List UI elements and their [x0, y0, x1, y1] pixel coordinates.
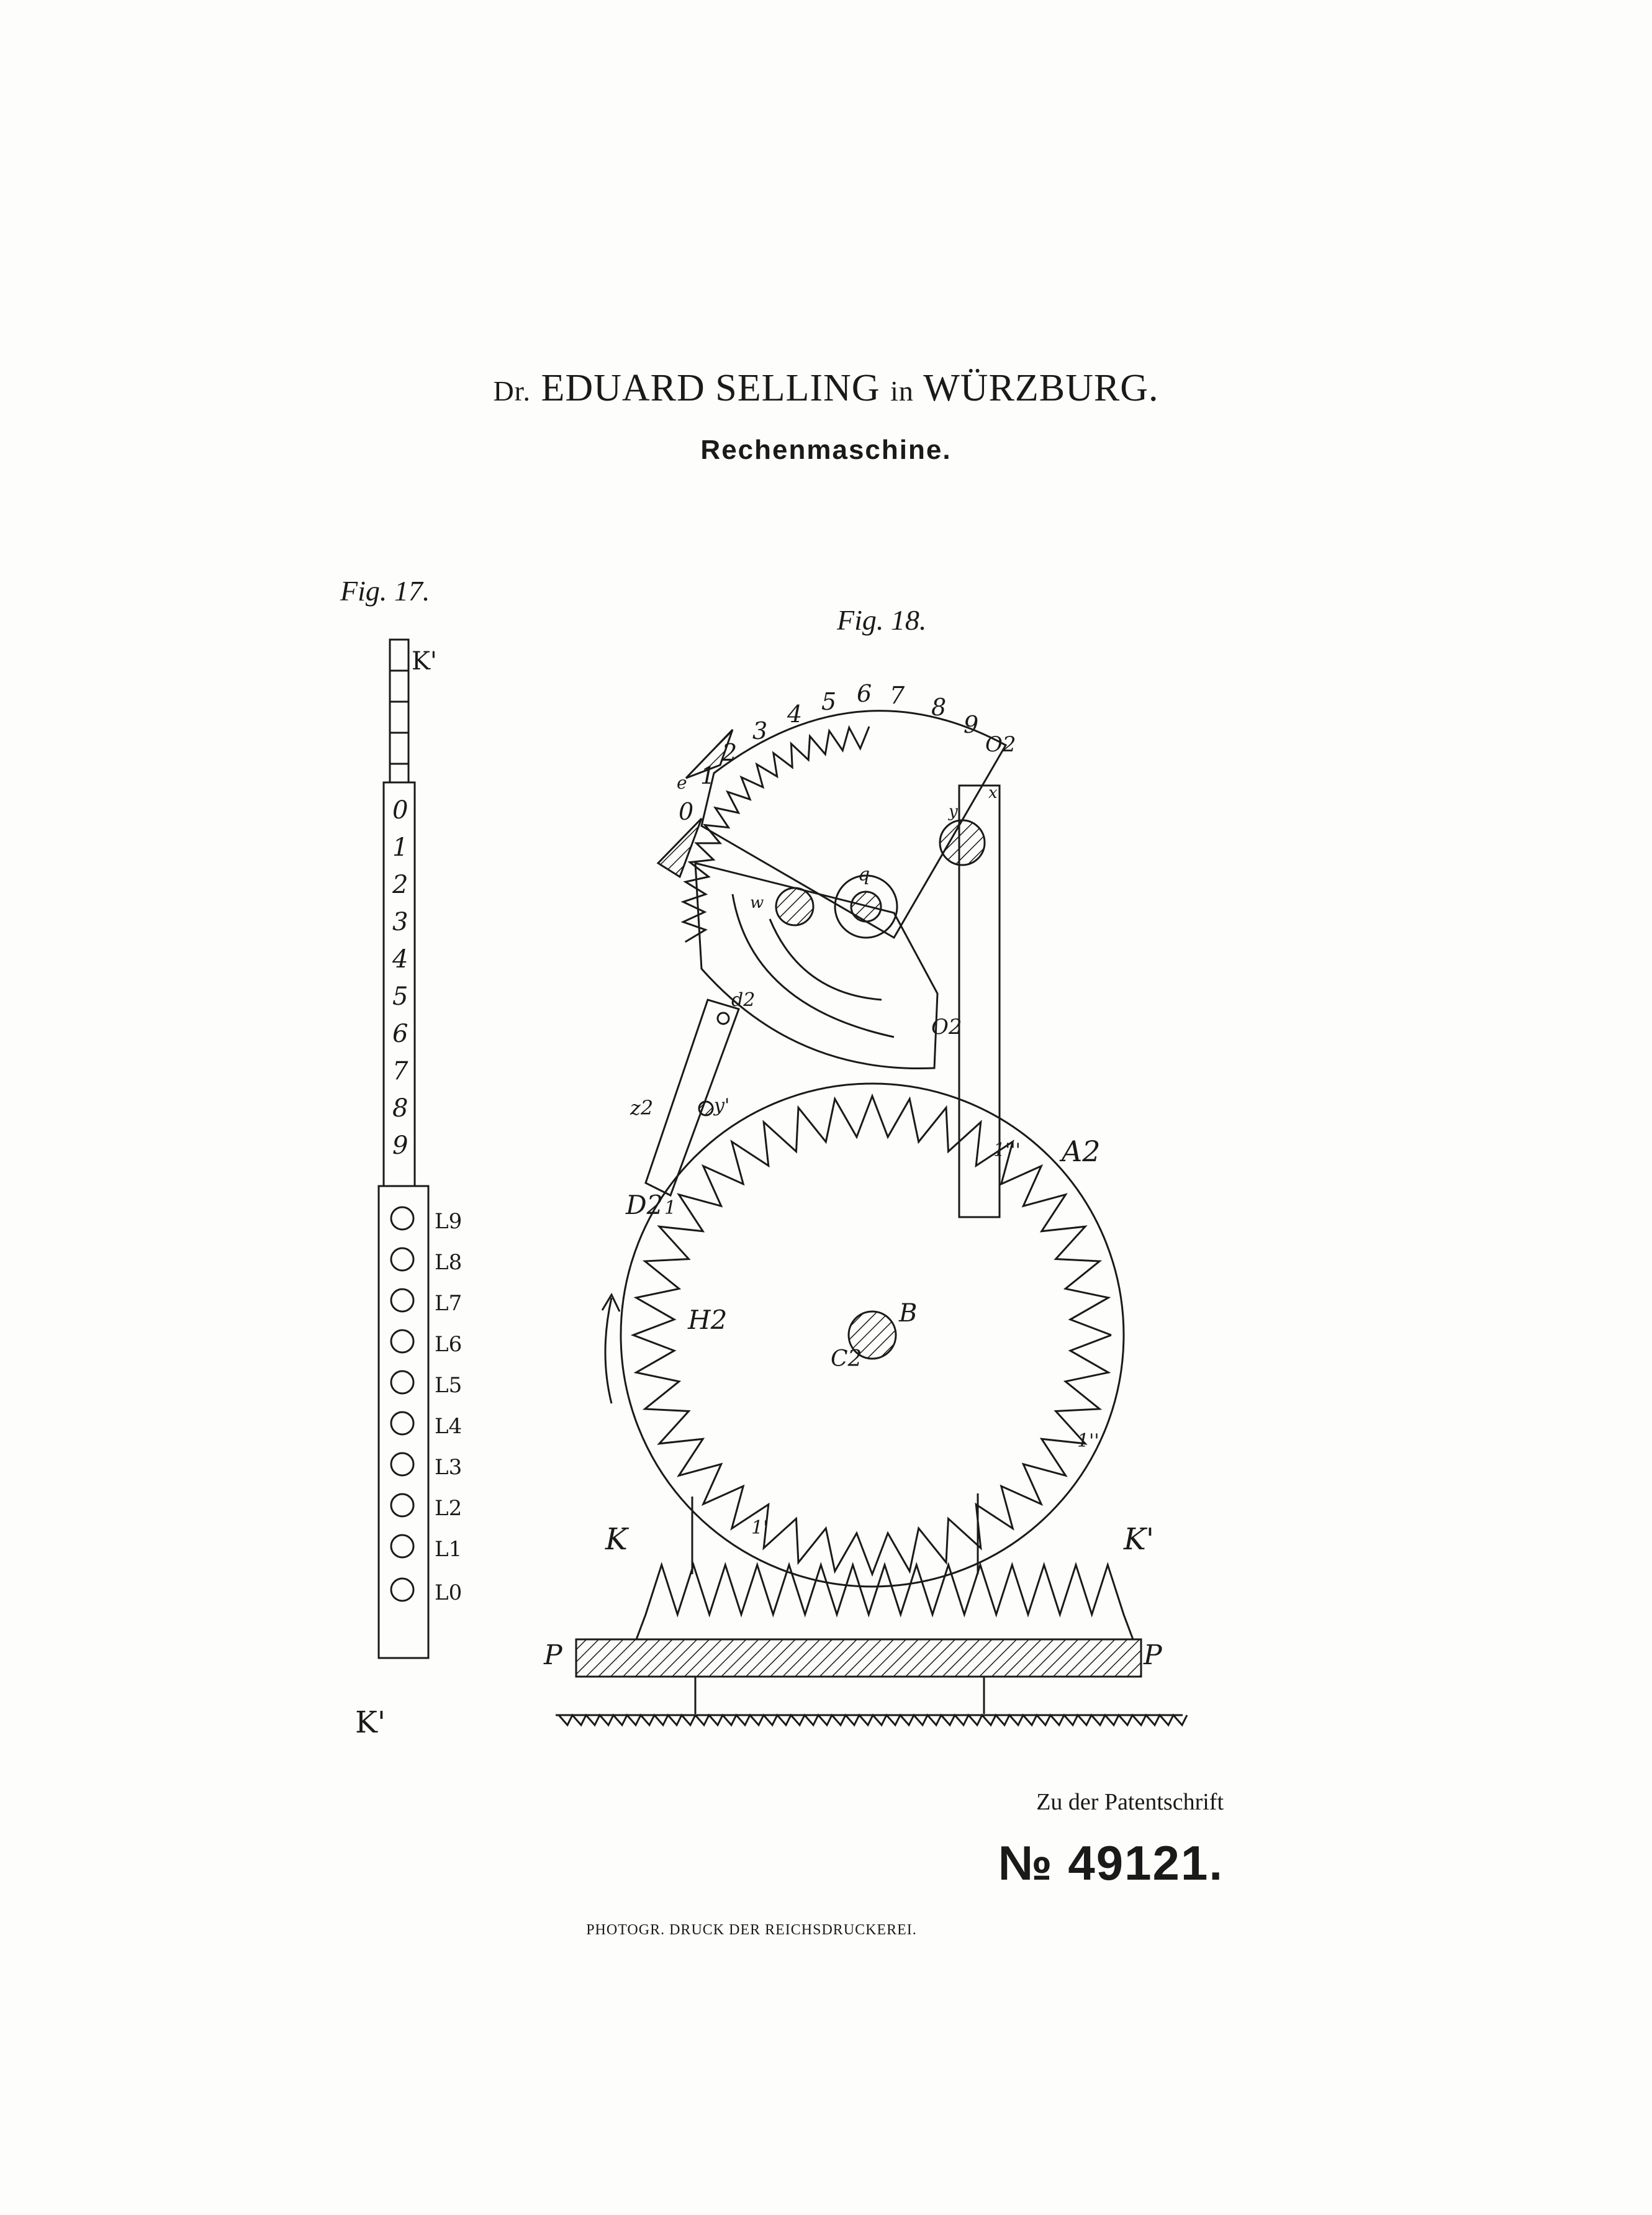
svg-text:O2: O2 — [985, 732, 1016, 757]
svg-text:0: 0 — [679, 798, 694, 825]
svg-text:8: 8 — [931, 694, 947, 721]
svg-text:5: 5 — [821, 688, 837, 715]
svg-text:3: 3 — [752, 717, 768, 745]
svg-text:L8: L8 — [435, 1250, 463, 1275]
title-in: in — [890, 375, 914, 407]
svg-text:K: K — [605, 1522, 628, 1557]
fig17-top-label: K' — [412, 647, 437, 676]
base-plate-p — [576, 1639, 1141, 1677]
svg-text:y: y — [949, 802, 958, 821]
pin-y — [940, 820, 985, 865]
svg-text:L6: L6 — [435, 1332, 463, 1357]
svg-text:L9: L9 — [435, 1209, 463, 1234]
fig17-bottom-label: K' — [355, 1705, 386, 1740]
title-prefix: Dr. — [493, 375, 531, 407]
svg-text:z2: z2 — [630, 1096, 654, 1120]
svg-text:1: 1 — [700, 762, 716, 789]
svg-text:A2: A2 — [1062, 1135, 1101, 1168]
pivot-d2 — [718, 1013, 729, 1024]
fig18-label: Fig. 18. — [837, 604, 927, 636]
svg-text:0: 0 — [392, 796, 408, 825]
patent-number: № 49121. — [998, 1836, 1224, 1890]
svg-text:x: x — [988, 784, 998, 802]
svg-text:O2: O2 — [931, 1015, 962, 1040]
svg-text:L2: L2 — [435, 1496, 463, 1521]
pin-y-prime — [699, 1102, 713, 1115]
svg-text:L3: L3 — [435, 1455, 463, 1480]
svg-text:4: 4 — [787, 700, 803, 728]
rack-teeth — [636, 1565, 1133, 1639]
svg-text:L5: L5 — [435, 1373, 463, 1398]
rotation-arrow — [605, 1298, 612, 1403]
fig18-dial-digits — [679, 680, 978, 825]
svg-text:6: 6 — [857, 680, 872, 707]
fig17-digits — [392, 796, 408, 1160]
svg-text:P: P — [1144, 1639, 1162, 1671]
svg-text:1: 1 — [664, 1197, 677, 1219]
title-place: WÜRZBURG. — [923, 367, 1159, 409]
svg-text:L1: L1 — [435, 1537, 463, 1562]
fig17-holes — [391, 1207, 413, 1601]
svg-text:K': K' — [1124, 1522, 1155, 1557]
fig17-hole-labels — [435, 1209, 462, 1605]
svg-text:4: 4 — [392, 945, 408, 974]
svg-text:1'': 1'' — [1077, 1430, 1099, 1452]
svg-text:5: 5 — [392, 982, 408, 1011]
svg-text:L0: L0 — [435, 1580, 463, 1605]
svg-text:1: 1 — [392, 833, 408, 862]
svg-text:2: 2 — [392, 871, 408, 899]
svg-text:w: w — [750, 894, 764, 912]
svg-text:L7: L7 — [435, 1291, 463, 1316]
fig17-label: Fig. 17. — [340, 575, 430, 607]
svg-text:3: 3 — [392, 908, 408, 936]
svg-text:9: 9 — [964, 711, 979, 738]
svg-text:d2: d2 — [731, 989, 756, 1011]
ground-hatch — [559, 1715, 1187, 1725]
svg-text:7: 7 — [392, 1057, 408, 1085]
fig18-labels — [543, 732, 1163, 1671]
svg-text:D2: D2 — [626, 1190, 664, 1220]
quadrant-carrier — [695, 863, 937, 1069]
svg-text:1': 1' — [751, 1517, 769, 1539]
svg-text:B: B — [899, 1299, 918, 1328]
patent-subtitle: Rechenmaschine. — [700, 435, 952, 465]
pin-q — [851, 892, 881, 922]
svg-text:H2: H2 — [688, 1305, 728, 1335]
svg-text:C2: C2 — [831, 1346, 862, 1372]
svg-text:7: 7 — [890, 682, 905, 709]
svg-text:9: 9 — [392, 1131, 408, 1160]
svg-text:q: q — [858, 864, 870, 886]
printer-credit: PHOTOGR. DRUCK DER REICHSDRUCKEREI. — [586, 1922, 917, 1938]
svg-text:P: P — [544, 1639, 562, 1671]
svg-text:e: e — [677, 772, 687, 793]
svg-text:6: 6 — [392, 1020, 408, 1048]
svg-text:8: 8 — [392, 1094, 408, 1123]
svg-text:2: 2 — [722, 739, 738, 766]
pin-w — [776, 888, 813, 925]
svg-text:L4: L4 — [435, 1414, 463, 1439]
patent-reference: Zu der Patentschrift — [1036, 1789, 1224, 1815]
svg-text:1''': 1''' — [993, 1139, 1021, 1161]
title-name: EDUARD SELLING — [541, 367, 880, 409]
svg-text:y': y' — [714, 1095, 730, 1117]
